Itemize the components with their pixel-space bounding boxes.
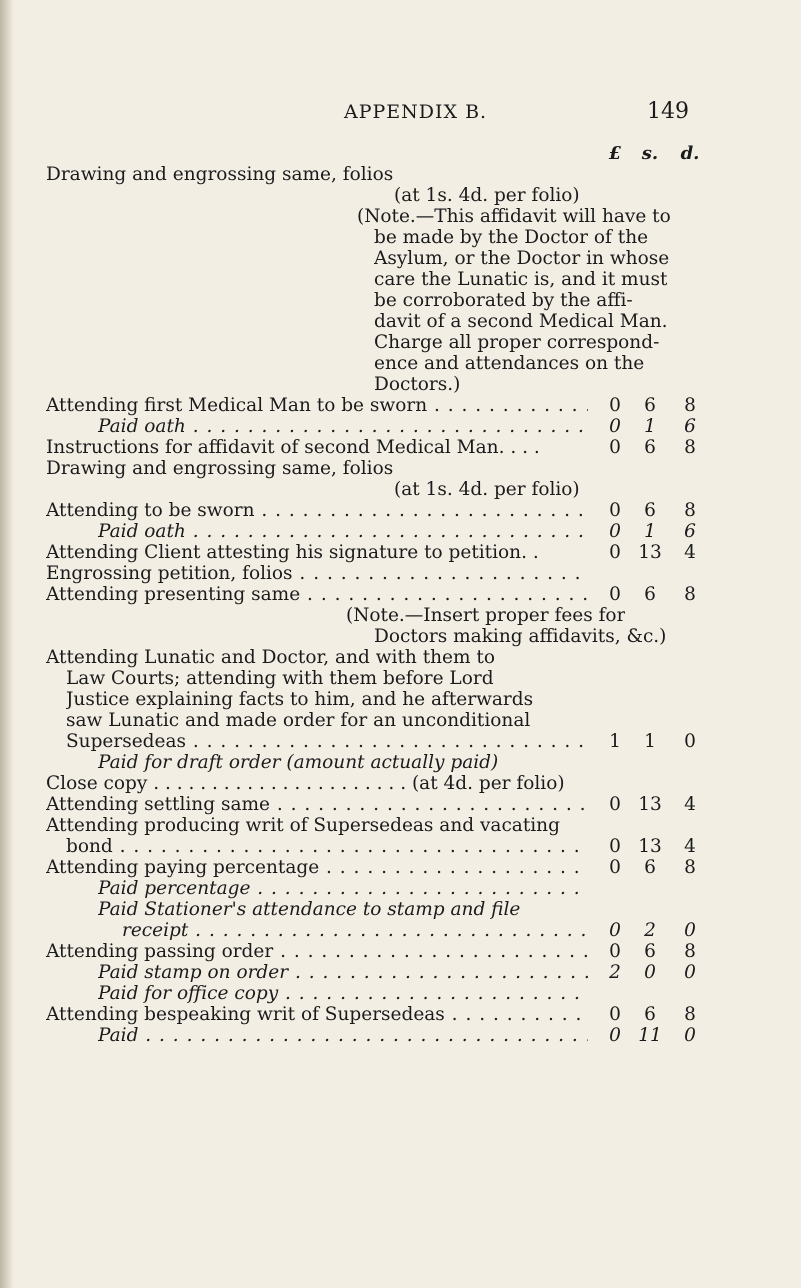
ledger-row	[0, 647, 801, 668]
entry-text: Attending presenting same . . .	[46, 584, 588, 605]
amount-pence: 4	[684, 794, 696, 815]
amount-pounds: 0	[609, 794, 621, 815]
ledger-row	[0, 248, 801, 269]
entry-text: Attending Lunatic and Doctor, and with them to	[46, 647, 495, 668]
entry-text: davit of a second Medical Man.	[374, 311, 668, 332]
entry-text: Paid stamp on order . . .	[98, 962, 588, 983]
amount-pounds: 0	[609, 836, 621, 857]
amount-pounds: 0	[609, 920, 621, 941]
ledger-row	[0, 689, 801, 710]
entry-amount	[600, 962, 710, 983]
amount-pence: 0	[684, 731, 696, 752]
ledger-row	[0, 668, 801, 689]
amount-shillings: 6	[644, 857, 656, 878]
entry-amount	[600, 542, 710, 563]
entry-text: Attending settling same . . .	[46, 794, 588, 815]
entry-amount	[600, 731, 710, 752]
entry-text: Instructions for affidavit of second Medical Man. . . .	[46, 437, 540, 458]
amount-shillings: 6	[644, 941, 656, 962]
shillings-heading: s.	[641, 143, 659, 164]
entry-text: Close copy . . . . . . . . . . . . . . . . . . . . . . (at 4d. per folio)	[46, 773, 565, 794]
amount-pounds: 0	[609, 500, 621, 521]
amount-pounds: 0	[609, 395, 621, 416]
amount-pence: 6	[684, 416, 696, 437]
ledger-row	[0, 626, 801, 647]
amount-pounds: 0	[609, 1004, 621, 1025]
entry-amount	[600, 437, 710, 458]
entry-text: care the Lunatic is, and it must	[374, 269, 668, 290]
entry-text: Paid Stationer's attendance to stamp and file	[98, 899, 521, 920]
entry-text: Paid . . .	[98, 1025, 588, 1046]
amount-pence: 8	[684, 857, 696, 878]
amount-pounds: 0	[609, 1025, 621, 1046]
amount-shillings: 13	[638, 542, 662, 563]
entry-text: saw Lunatic and made order for an unconditional	[66, 710, 531, 731]
entry-amount	[600, 500, 710, 521]
amount-shillings: 6	[644, 395, 656, 416]
entry-text: be made by the Doctor of the	[374, 227, 649, 248]
ledger-row	[0, 710, 801, 731]
amount-pence: 8	[684, 500, 696, 521]
entry-amount	[600, 1025, 710, 1046]
amount-pounds: 1	[609, 731, 621, 752]
ledger-row	[0, 479, 801, 500]
entry-text: Paid for draft order (amount actually paid)	[98, 752, 499, 773]
entry-amount	[600, 395, 710, 416]
ledger-row	[0, 332, 801, 353]
entry-text: Engrossing petition, folios . . .	[46, 563, 588, 584]
entry-text: be corroborated by the affi-	[374, 290, 633, 311]
entry-amount	[600, 836, 710, 857]
amount-shillings: 0	[644, 962, 656, 983]
amount-shillings: 6	[644, 437, 656, 458]
entry-text: Drawing and engrossing same, folios	[46, 164, 394, 185]
entry-text: (Note.—This affidavit will have to	[357, 206, 671, 227]
amount-shillings: 6	[644, 500, 656, 521]
amount-pounds: 2	[609, 962, 621, 983]
amount-pounds: 0	[609, 941, 621, 962]
entry-text: (at 1s. 4d. per folio)	[394, 185, 580, 206]
entry-text: Attending paying percentage . . .	[46, 857, 588, 878]
appendix-title: APPENDIX B.	[344, 101, 488, 123]
ledger-row	[0, 584, 801, 605]
entry-text: Drawing and engrossing same, folios	[46, 458, 394, 479]
amount-pounds: 0	[609, 584, 621, 605]
amount-pounds: 0	[609, 521, 621, 542]
pence-heading: d.	[680, 143, 700, 164]
ledger-row	[0, 962, 801, 983]
ledger-row	[0, 353, 801, 374]
entry-amount	[600, 941, 710, 962]
pounds-heading: £	[608, 143, 622, 164]
amount-pence: 8	[684, 395, 696, 416]
amount-pence: 4	[684, 542, 696, 563]
amount-shillings: 1	[644, 416, 656, 437]
ledger-row	[0, 395, 801, 416]
entry-text: Attending to be sworn . . .	[46, 500, 588, 521]
entry-text: Attending passing order . . .	[46, 941, 588, 962]
ledger-row	[0, 269, 801, 290]
amount-pence: 8	[684, 1004, 696, 1025]
entry-text: Law Courts; attending with them before Lord	[66, 668, 494, 689]
ledger-row	[0, 605, 801, 626]
amount-shillings: 1	[644, 731, 656, 752]
amount-pence: 4	[684, 836, 696, 857]
entry-amount	[600, 584, 710, 605]
entry-text: Paid oath . . .	[98, 416, 588, 437]
entry-text: Doctors.)	[374, 374, 461, 395]
amount-pence: 0	[684, 920, 696, 941]
ledger-row	[0, 563, 801, 584]
entry-text: ence and attendances on the	[374, 353, 645, 374]
ledger-row	[0, 815, 801, 836]
amount-pounds: 0	[609, 437, 621, 458]
entry-amount	[600, 920, 710, 941]
ledger-row	[0, 752, 801, 773]
amount-shillings: 6	[644, 1004, 656, 1025]
ledger-row	[0, 227, 801, 248]
entry-text: (Note.—Insert proper fees for	[346, 605, 626, 626]
ledger-row	[0, 458, 801, 479]
amount-shillings: 13	[638, 836, 662, 857]
entry-text: Doctors making affidavits, &c.)	[374, 626, 667, 647]
amount-shillings: 1	[644, 521, 656, 542]
ledger-row	[0, 416, 801, 437]
running-head	[0, 95, 801, 125]
ledger-row	[0, 731, 801, 752]
amount-shillings: 11	[638, 1025, 662, 1046]
entry-text: Paid oath . . .	[98, 521, 588, 542]
ledger-row	[0, 164, 801, 185]
ledger-row	[0, 836, 801, 857]
entry-amount	[600, 857, 710, 878]
amount-pence: 0	[684, 962, 696, 983]
entry-text: Attending bespeaking writ of Supersedeas . . .	[46, 1004, 588, 1025]
ledger-row	[0, 521, 801, 542]
amount-pence: 6	[684, 521, 696, 542]
amount-shillings: 6	[644, 584, 656, 605]
amount-pounds: 0	[609, 542, 621, 563]
ledger-row	[0, 773, 801, 794]
ledger-row	[0, 206, 801, 227]
amount-shillings: 2	[644, 920, 656, 941]
amount-pence: 8	[684, 584, 696, 605]
ledger-row	[0, 290, 801, 311]
amount-pence: 8	[684, 437, 696, 458]
ledger-row	[0, 920, 801, 941]
ledger-row	[0, 983, 801, 1004]
ledger-row	[0, 899, 801, 920]
ledger-row	[0, 311, 801, 332]
entry-amount	[600, 1004, 710, 1025]
ledger-row	[0, 542, 801, 563]
entry-text: Charge all proper correspond-	[374, 332, 660, 353]
ledger-row	[0, 941, 801, 962]
ledger-row	[0, 1004, 801, 1025]
entry-text: Paid percentage . . .	[98, 878, 588, 899]
entry-text: Attending first Medical Man to be sworn . . .	[46, 395, 588, 416]
ledger-row	[0, 878, 801, 899]
entry-amount	[600, 794, 710, 815]
amount-pence: 8	[684, 941, 696, 962]
entry-text: Justice explaining facts to him, and he afterwards	[66, 689, 534, 710]
amount-pence: 0	[684, 1025, 696, 1046]
ledger-row	[0, 500, 801, 521]
entry-text: bond . . .	[66, 836, 588, 857]
amount-pounds: 0	[609, 416, 621, 437]
entry-text: (at 1s. 4d. per folio)	[394, 479, 580, 500]
entry-amount	[600, 416, 710, 437]
ledger-row	[0, 857, 801, 878]
entry-amount	[600, 521, 710, 542]
amount-pounds: 0	[609, 857, 621, 878]
ledger-row	[0, 1025, 801, 1046]
page-number: 149	[647, 99, 689, 124]
entry-text: receipt . . .	[122, 920, 588, 941]
ledger-row	[0, 794, 801, 815]
entry-text: Paid for office copy . . .	[98, 983, 588, 1004]
entry-text: Asylum, or the Doctor in whose	[374, 248, 670, 269]
entry-text: Attending Client attesting his signature to petition. .	[46, 542, 539, 563]
ledger-row	[0, 437, 801, 458]
bill-of-costs-entries	[0, 164, 801, 1046]
entry-text: Attending producing writ of Supersedeas and vacating	[46, 815, 560, 836]
ledger-row	[0, 185, 801, 206]
entry-text: Supersedeas . . .	[66, 731, 588, 752]
amount-shillings: 13	[638, 794, 662, 815]
ledger-row	[0, 374, 801, 395]
